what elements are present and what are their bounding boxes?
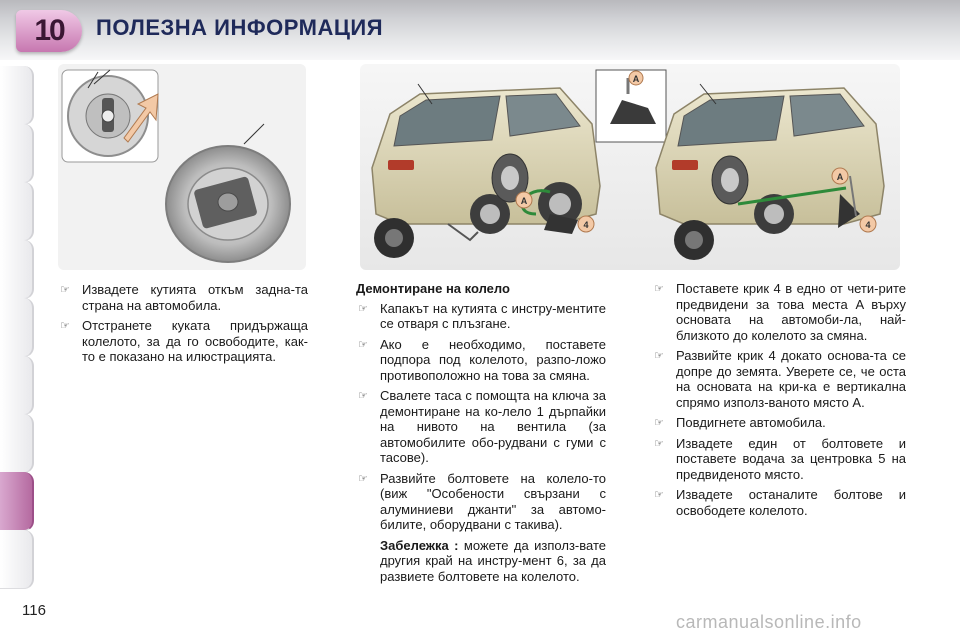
list-item xyxy=(356,301,606,332)
watermark: carmanualsonline.info xyxy=(676,612,862,632)
list-item-text: Свалете таса с помощта на ключа за демонтиране на ко-лело 1 дърпайки на нивото на вентила (за автомобилите обо-рудвани с гуми с тасове). xyxy=(380,388,606,465)
callout-a-inset: A xyxy=(632,74,640,84)
list-item xyxy=(356,337,606,384)
text-column-right xyxy=(652,281,906,523)
list-item-text: Извадете останалите болтове и освободете колелото. xyxy=(676,487,906,518)
side-tab-4[interactable] xyxy=(0,240,34,299)
note-block xyxy=(356,538,606,585)
chapter-badge xyxy=(16,10,82,52)
list-item-text: Капакът на кутията с инстру-ментите се отваря с плъзгане. xyxy=(380,300,606,331)
side-tabs xyxy=(0,66,34,576)
callout-4-2: 4 xyxy=(865,220,871,230)
list-item xyxy=(356,471,606,533)
list-item xyxy=(652,436,906,483)
pointing-hand-icon: ☞ xyxy=(60,283,70,296)
chapter-number: 10 xyxy=(34,14,64,47)
list-item-text: Развийте крик 4 докато основа-та се допре до земята. Уверете се, че оста на основата на кри-ка е вертикална спрямо използ-ваното място A. xyxy=(676,348,906,410)
side-tab-5[interactable] xyxy=(0,298,34,357)
side-tab-7[interactable] xyxy=(0,414,34,473)
side-tab-2[interactable] xyxy=(0,124,34,183)
list-item xyxy=(652,487,906,518)
list-item-text: Отстранете куката придържаща колелото, за да го освободите, как-то е показано на илюстрацията. xyxy=(82,318,308,364)
list-item-text: Извадете един от болтовете и поставете водача за центровка 5 на предвиденото място. xyxy=(676,435,906,482)
section-heading: Демонтиране на колело xyxy=(356,281,510,296)
wheel-removal-figure xyxy=(360,64,900,270)
list-item-text: Повдигнете автомобила. xyxy=(676,415,826,430)
pointing-hand-icon: ☞ xyxy=(654,282,664,295)
callout-a-2: A xyxy=(836,172,844,182)
list-item xyxy=(652,415,906,431)
pointing-hand-icon: ☞ xyxy=(358,389,368,402)
callout-4-1: 4 xyxy=(583,220,589,230)
list-item xyxy=(356,388,606,466)
side-tab-9[interactable] xyxy=(0,530,34,589)
side-tab-1[interactable] xyxy=(0,66,34,125)
list-item-text: Ако е необходимо, поставете подпора под колелото, разпо-ложо противоположно на това за смяна. xyxy=(380,336,606,383)
list-item xyxy=(58,318,308,365)
side-tab-6[interactable] xyxy=(0,356,34,415)
side-tab-8-active[interactable] xyxy=(0,472,34,531)
note-label: Забележка : xyxy=(380,537,459,553)
list-item-text: Извадете кутията откъм задна-та страна на автомобила. xyxy=(82,282,308,313)
text-column-left xyxy=(58,282,308,370)
pointing-hand-icon: ☞ xyxy=(358,301,368,315)
pointing-hand-icon: ☞ xyxy=(358,471,368,485)
page-number: 116 xyxy=(22,602,46,619)
pointing-hand-icon: ☞ xyxy=(654,488,664,501)
pointing-hand-icon: ☞ xyxy=(654,436,664,450)
pointing-hand-icon: ☞ xyxy=(60,319,70,332)
pointing-hand-icon: ☞ xyxy=(654,349,664,362)
page-title: ПОЛЕЗНА ИНФОРМАЦИЯ xyxy=(96,15,384,40)
spare-wheel-figure xyxy=(58,64,306,270)
note-text: можете да използ-вате другия край на инстру-мент 6, за да развиете болтовете на колелото. xyxy=(380,537,606,584)
list-item xyxy=(652,348,906,410)
list-item xyxy=(58,282,308,313)
list-item xyxy=(652,281,906,343)
list-item-text: Развийте болтовете на колело-то (виж "Особености свързани с алуминиеви джанти" за автомо-билите, оборудвани с такива). xyxy=(380,470,606,532)
callout-a-1: A xyxy=(520,196,528,206)
text-column-middle xyxy=(356,281,606,584)
pointing-hand-icon: ☞ xyxy=(358,337,368,351)
side-tab-3[interactable] xyxy=(0,182,34,241)
pointing-hand-icon: ☞ xyxy=(654,416,664,429)
list-item-text: Поставете крик 4 в едно от чети-рите предвидени за това места A върху основата на автомоби-ла, най-близкото до колелото за смяна. xyxy=(676,281,906,343)
